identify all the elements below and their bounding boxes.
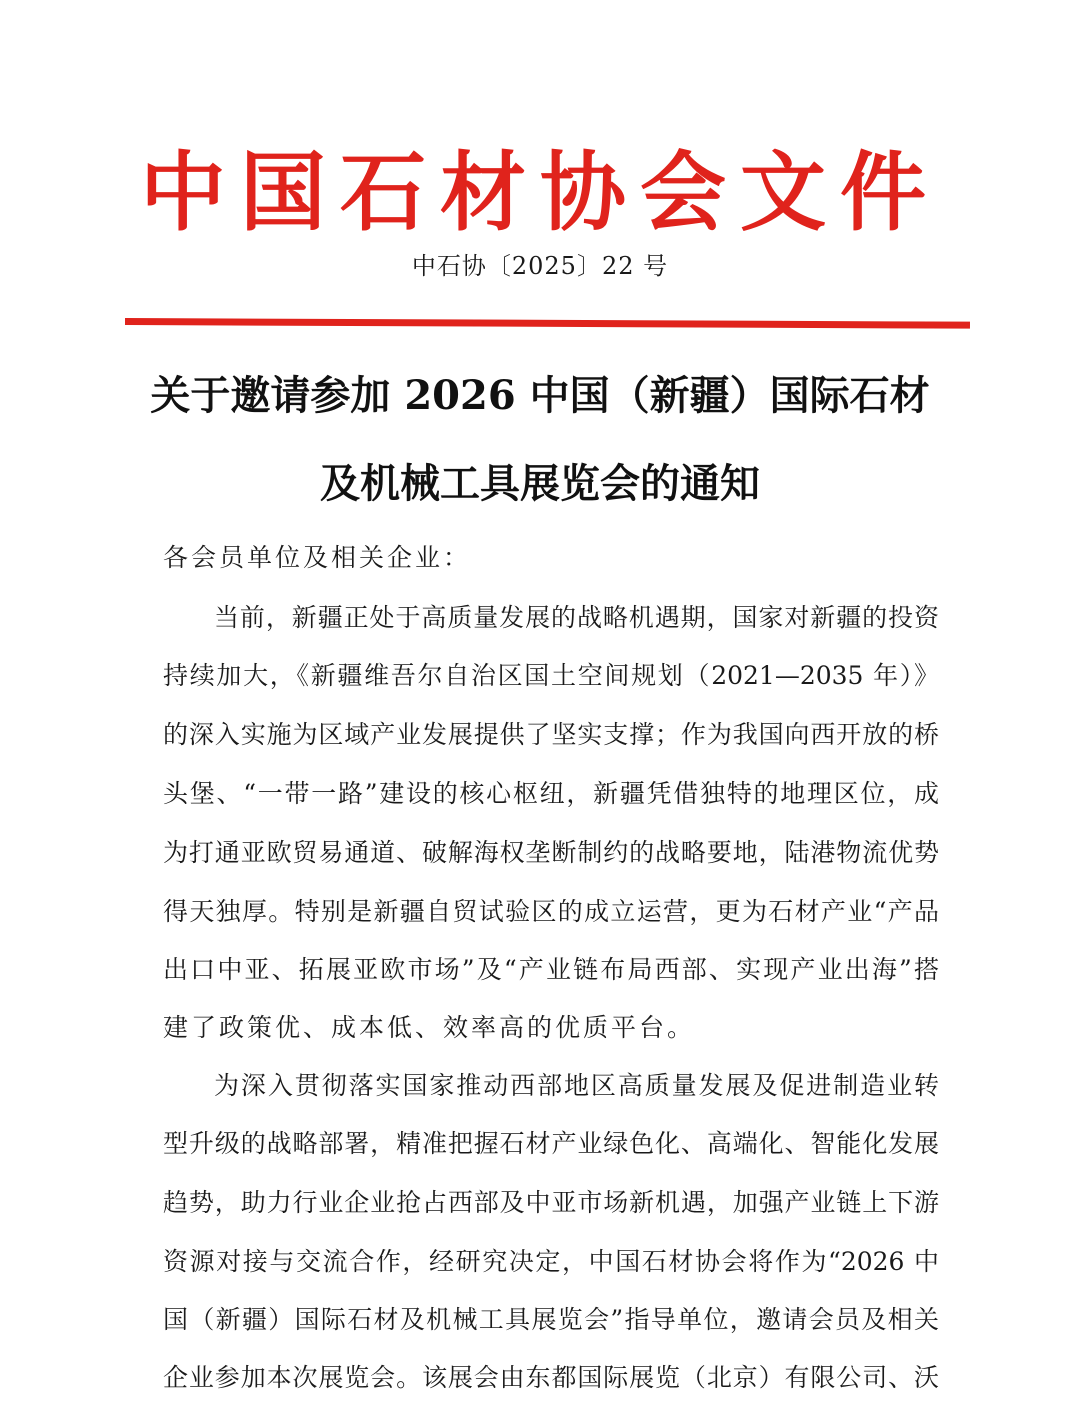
paragraph-2-line: 国（新疆）国际石材及机械工具展览会”指导单位，邀请会员及相关	[163, 1305, 939, 1334]
red-divider-line	[125, 318, 970, 329]
paragraph-1-line: 当前，新疆正处于高质量发展的战略机遇期，国家对新疆的投资	[214, 603, 939, 632]
paragraph-2-line: 为深入贯彻落实国家推动西部地区高质量发展及促进制造业转	[214, 1071, 939, 1100]
paragraph-1-line: 头堡、“一带一路”建设的核心枢纽，新疆凭借独特的地理区位，成	[163, 779, 939, 808]
issuing-organization-title: 中国石材协会文件	[140, 142, 940, 243]
paragraph-2-line: 企业参加本次展览会。该展会由东都国际展览（北京）有限公司、沃	[163, 1363, 939, 1392]
paragraph-1-line: 的深入实施为区域产业发展提供了坚实支撑；作为我国向西开放的桥	[163, 720, 939, 749]
paragraph-1-line: 建了政策优、成本低、效率高的优质平台。	[163, 1013, 696, 1042]
paragraph-1-line: 为打通亚欧贸易通道、破解海权垄断制约的战略要地，陆港物流优势	[163, 838, 939, 867]
notice-title-line-2: 及机械工具展览会的通知	[320, 460, 760, 507]
paragraph-1-line: 出口中亚、拓展亚欧市场”及“产业链布局西部、实现产业出海”搭	[163, 955, 939, 984]
document-number: 中石协〔2025〕22 号	[411, 252, 669, 280]
paragraph-2-line: 型升级的战略部署，精准把握石材产业绿色化、高端化、智能化发展	[163, 1129, 939, 1158]
paragraph-2-line: 资源对接与交流合作，经研究决定，中国石材协会将作为“2026 中	[163, 1247, 939, 1276]
paragraph-1-line: 得天独厚。特别是新疆自贸试验区的成立运营，更为石材产业“产品	[163, 897, 939, 926]
paragraph-1-line: 持续加大，《新疆维吾尔自治区国土空间规划（2021—2035 年）》	[163, 661, 939, 690]
paragraph-2-line: 趋势，助力行业企业抢占西部及中亚市场新机遇，加强产业链上下游	[163, 1188, 939, 1217]
notice-title-line-1: 关于邀请参加 2026 中国（新疆）国际石材	[150, 372, 930, 419]
salutation: 各会员单位及相关企业：	[163, 543, 472, 572]
